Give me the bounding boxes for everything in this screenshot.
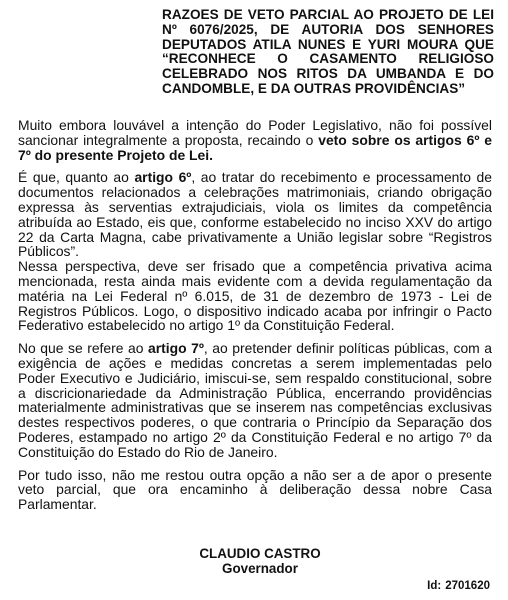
signer-name: CLAUDIO CASTRO [199, 546, 321, 561]
paragraph-4-post: , ao pretender definir políticas públicas, com a exigência de ações e medidas concretas a serem implementadas pelo Poder Executivo e Judiciário, imiscui-se, sem respaldo constitucional, sobre a discricionariedade da Administração Pública, encerrando providências materialmente administrativas que se inserem nas competências exclusivas destes respectivos poderes, o que contraria o Princípio da Separação dos Poderes, estampado no artigo 2º da Constituição Federal e no artigo 7º da Constituição do Estado do Rio de Janeiro. [18, 340, 492, 460]
paragraph-2 [18, 170, 492, 259]
signature-block [160, 546, 360, 576]
document-id-label: Id: [427, 580, 442, 592]
paragraph-1 [18, 118, 492, 162]
paragraph-1-text: Muito embora louvável a intenção do Poder Legislativo, não foi possível sancionar integralmente a proposta, recaindo o [18, 117, 492, 148]
paragraph-2-post: , ao tratar do recebimento e processamento de documentos relacionados a celebrações matrimoniais, criando obrigação expressa às serventias extrajudiciais, viola os limites da competência atribuída ao Estado, eis que, conforme estabelecido no inciso XXV do artigo 22 da Carta Magna, cabe privativamente a União legislar sobre “Registros Públicos”. [18, 169, 492, 260]
document-id-value: 2701620 [445, 580, 490, 592]
paragraph-1-bold: veto sobre os artigos 6º e 7º do presente Projeto de Lei. [18, 131, 492, 163]
document-body [18, 118, 492, 512]
paragraph-4-pre: No que se refere ao [18, 340, 148, 357]
paragraph-5: Por tudo isso, não me restou outra opção a não ser a de apor o presente veto parcial, que ora encaminho à deliberação dessa nobre Casa Parlamentar. [18, 466, 492, 513]
document-title: RAZOES DE VETO PARCIAL AO PROJETO DE LEI Nº 6076/2025, DE AUTORIA DOS SENHORES DEPUTADOS ATILA NUNES E YURI MOURA QUE “RECONHECE O CASAMENTO RELIGIOSO CELEBRADO NOS RITOS DA UMBANDA E DO CANDOMBLE, E DA OUTRAS PROVIDÊNCIAS” [162, 7, 494, 96]
paragraph-4-bold: artigo 7º [148, 340, 204, 357]
paragraph-4 [18, 341, 492, 459]
paragraph-2-bold: artigo 6º [134, 169, 192, 186]
paragraph-2-pre: É que, quanto ao [18, 169, 135, 186]
signer-role: Governador [222, 561, 298, 576]
document-id [423, 580, 490, 592]
paragraph-3: Nessa perspectiva, deve ser frisado que a competência privativa acima mencionada, resta ainda mais evidente com a devida regulamentação da matéria na Lei Federal nº 6.015, de 31 de dezembro de 1973 - Lei de Registros Públicos. Logo, o dispositivo indicado acaba por infringir o Pacto Federativo estabelecido no artigo 1º da Constituição Federal. [18, 258, 492, 334]
